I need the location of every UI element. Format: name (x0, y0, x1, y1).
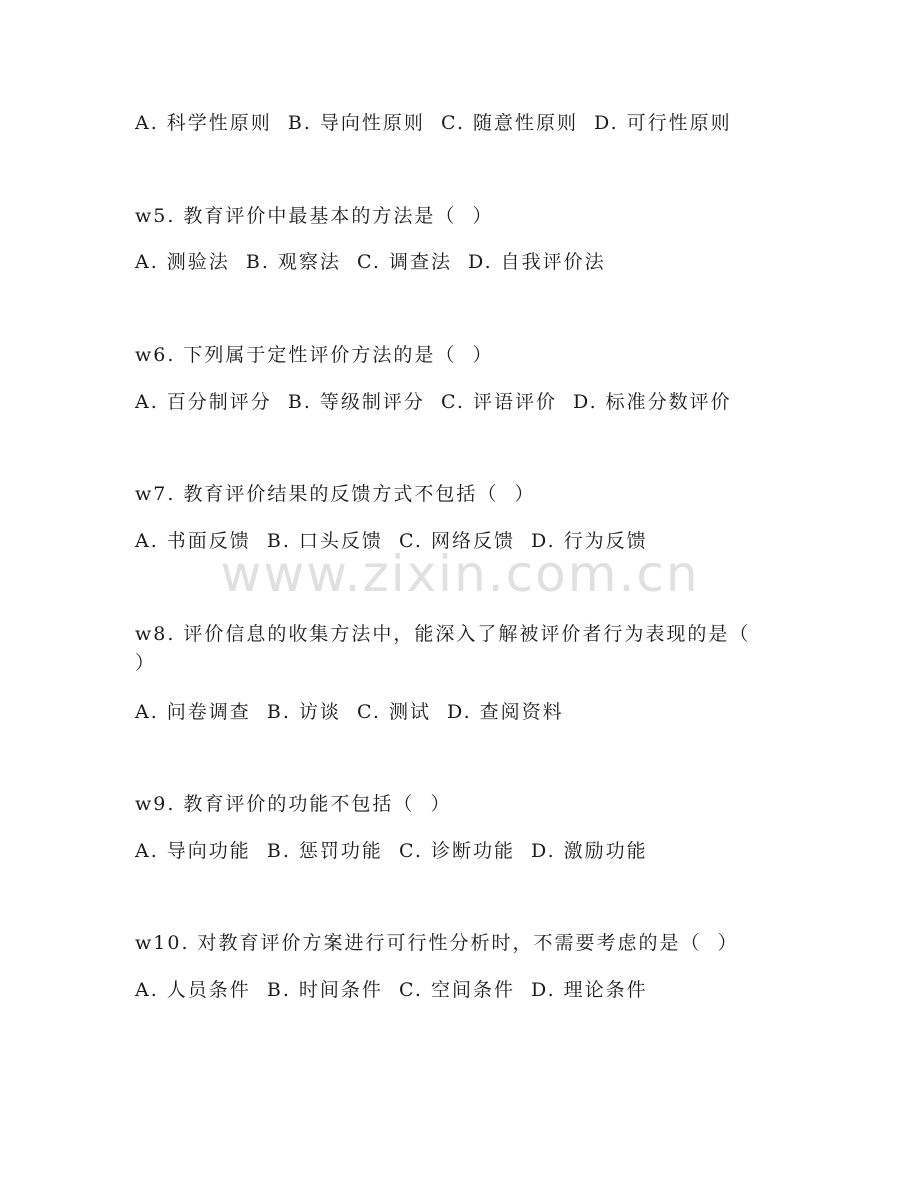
question-stem: w6. 下列属于定性评价方法的是（ ） (135, 344, 494, 366)
question-stem: w7. 教育评价结果的反馈方式不包括（ ） (135, 483, 536, 505)
question-stem: w10. 对教育评价方案进行可行性分析时，不需要考虑的是（ ） (135, 932, 739, 954)
question-stem-continuation: ） (135, 652, 157, 674)
question-options: A. 书面反馈 B. 口头反馈 C. 网络反馈 D. 行为反馈 (135, 530, 648, 552)
question-stem: w5. 教育评价中最基本的方法是（ ） (135, 205, 494, 227)
question-options: A. 百分制评分 B. 等级制评分 C. 评语评价 D. 标准分数评价 (135, 391, 732, 413)
question-options: A. 导向功能 B. 惩罚功能 C. 诊断功能 D. 激励功能 (135, 840, 648, 862)
question-options: A. 科学性原则 B. 导向性原则 C. 随意性原则 D. 可行性原则 (135, 112, 732, 134)
question-stem: w8. 评价信息的收集方法中，能深入了解被评价者行为表现的是（ (135, 623, 751, 645)
question-stem: w9. 教育评价的功能不包括（ ） (135, 793, 452, 815)
watermark: www.zixin.com.cn (220, 545, 700, 603)
question-options: A. 测验法 B. 观察法 C. 调查法 D. 自我评价法 (135, 251, 606, 273)
question-options: A. 人员条件 B. 时间条件 C. 空间条件 D. 理论条件 (135, 979, 648, 1001)
question-options: A. 问卷调查 B. 访谈 C. 测试 D. 查阅资料 (135, 701, 564, 723)
